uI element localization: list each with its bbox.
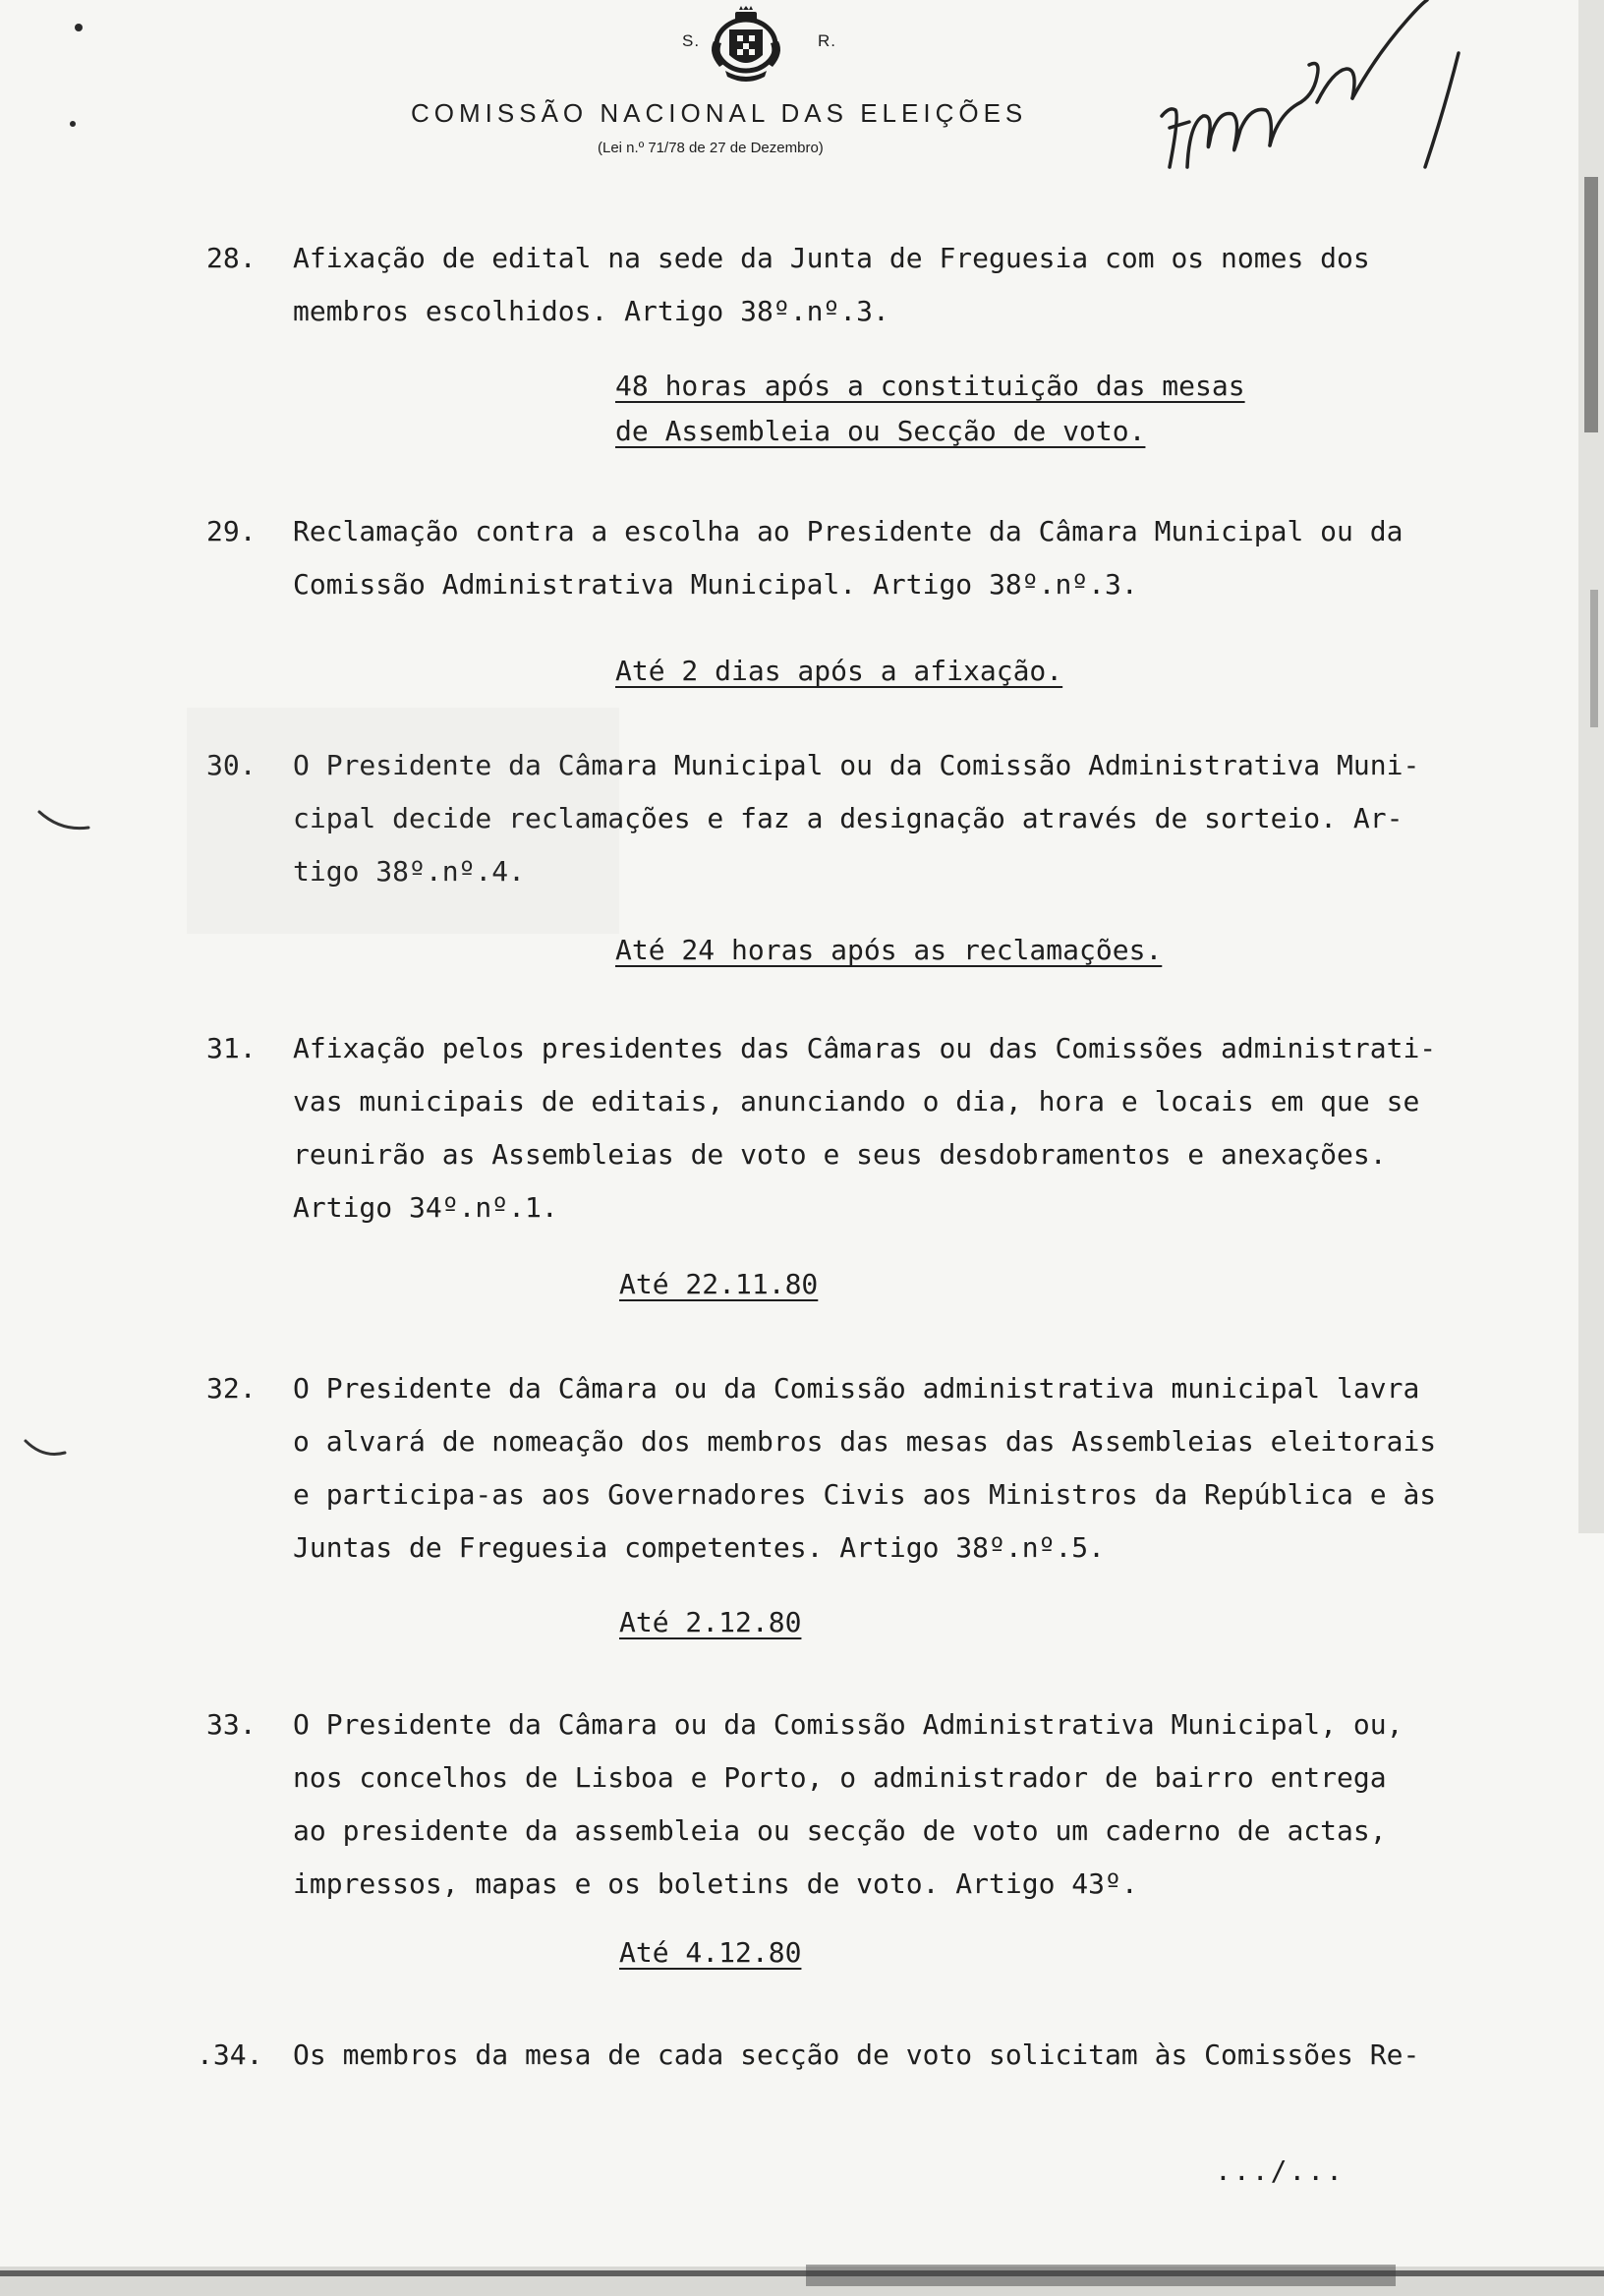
list-item-32 bbox=[206, 1362, 1533, 1575]
item-line: Comissão Administrativa Municipal. Artigo 38º.nº.3. bbox=[293, 568, 1138, 601]
item-number: 33. bbox=[206, 1708, 257, 1741]
list-item-29 bbox=[206, 505, 1533, 611]
law-reference: (Lei n.º 71/78 de 27 de Dezembro) bbox=[598, 140, 824, 156]
handwritten-initials-icon bbox=[1150, 0, 1484, 187]
item-line: e participa-as aos Governadores Civis aos Ministros da República e às bbox=[293, 1478, 1437, 1511]
list-item-30 bbox=[206, 739, 1533, 898]
letterhead bbox=[0, 0, 1604, 167]
item-text bbox=[293, 739, 1521, 898]
item-line: nos concelhos de Lisboa e Porto, o administrador de bairro entrega bbox=[293, 1761, 1387, 1794]
deadline-28 bbox=[615, 364, 1245, 454]
item-line: Reclamação contra a escolha ao Presidente da Câmara Municipal ou da bbox=[293, 515, 1404, 547]
item-number: 32. bbox=[206, 1372, 257, 1405]
item-line: O Presidente da Câmara ou da Comissão Administrativa Municipal, ou, bbox=[293, 1708, 1404, 1741]
item-line: cipal decide reclamações e faz a designação através de sorteio. Ar- bbox=[293, 802, 1404, 834]
item-line: Juntas de Freguesia competentes. Artigo 38º.nº.5. bbox=[293, 1531, 1106, 1564]
item-line: tigo 38º.nº.4. bbox=[293, 855, 526, 888]
item-line: ao presidente da assembleia ou secção de voto um caderno de actas, bbox=[293, 1814, 1387, 1847]
item-line: membros escolhidos. Artigo 38º.nº.3. bbox=[293, 295, 889, 327]
item-line: Os membros da mesa de cada secção de voto solicitam às Comissões Re- bbox=[293, 2038, 1420, 2071]
item-text bbox=[293, 505, 1521, 611]
deadline-line: Até 2.12.80 bbox=[619, 1606, 802, 1638]
item-text bbox=[293, 1698, 1521, 1911]
item-number: 29. bbox=[206, 515, 257, 547]
seal-letter-r: R. bbox=[818, 31, 836, 50]
deadline-31 bbox=[619, 1262, 818, 1307]
item-line: O Presidente da Câmara ou da Comissão administrativa municipal lavra bbox=[293, 1372, 1420, 1405]
item-line: vas municipais de editais, anunciando o dia, hora e locais em que se bbox=[293, 1085, 1420, 1118]
item-text bbox=[293, 1022, 1521, 1234]
organization-name: COMISSÃO NACIONAL DAS ELEIÇÕES bbox=[411, 98, 1028, 128]
deadline-line: Até 22.11.80 bbox=[619, 1268, 819, 1300]
list-item-31 bbox=[206, 1022, 1533, 1234]
item-line: Afixação pelos presidentes das Câmaras ou das Comissões administrati- bbox=[293, 1032, 1437, 1064]
item-text bbox=[293, 2029, 1521, 2082]
item-text bbox=[293, 232, 1521, 338]
item-line: impressos, mapas e os boletins de voto. Artigo 43º. bbox=[293, 1867, 1138, 1900]
item-line: O Presidente da Câmara Municipal ou da Comissão Administrativa Muni- bbox=[293, 749, 1420, 781]
deadline-33 bbox=[619, 1930, 801, 1976]
deadline-line: Até 4.12.80 bbox=[619, 1936, 802, 1969]
item-number: .34. bbox=[197, 2038, 263, 2071]
item-line: reunirão as Assembleias de voto e seus desdobramentos e anexações. bbox=[293, 1138, 1387, 1171]
deadline-line: Até 2 dias após a afixação. bbox=[615, 655, 1063, 687]
deadline-line: 48 horas após a constituição das mesas bbox=[615, 370, 1245, 402]
list-item-28 bbox=[206, 232, 1533, 338]
item-number: 28. bbox=[206, 242, 257, 274]
deadline-line: de Assembleia ou Secção de voto. bbox=[615, 415, 1146, 447]
item-line: Afixação de edital na sede da Junta de Freguesia com os nomes dos bbox=[293, 242, 1370, 274]
coat-of-arms-icon bbox=[706, 6, 786, 85]
item-number: 30. bbox=[206, 749, 257, 781]
deadline-32 bbox=[619, 1600, 801, 1645]
continuation-marker: .../... bbox=[1215, 2154, 1346, 2187]
deadline-29 bbox=[615, 649, 1062, 694]
seal-letter-s: S. bbox=[682, 31, 701, 50]
item-line: Artigo 34º.nº.1. bbox=[293, 1191, 558, 1224]
item-line: o alvará de nomeação dos membros das mesas das Assembleias eleitorais bbox=[293, 1425, 1437, 1458]
deadline-30 bbox=[615, 928, 1162, 973]
item-number: 31. bbox=[206, 1032, 257, 1064]
deadline-line: Até 24 horas após as reclamações. bbox=[615, 934, 1163, 966]
item-text bbox=[293, 1362, 1521, 1575]
list-item-34 bbox=[197, 2029, 1523, 2082]
list-item-33 bbox=[206, 1698, 1533, 1911]
